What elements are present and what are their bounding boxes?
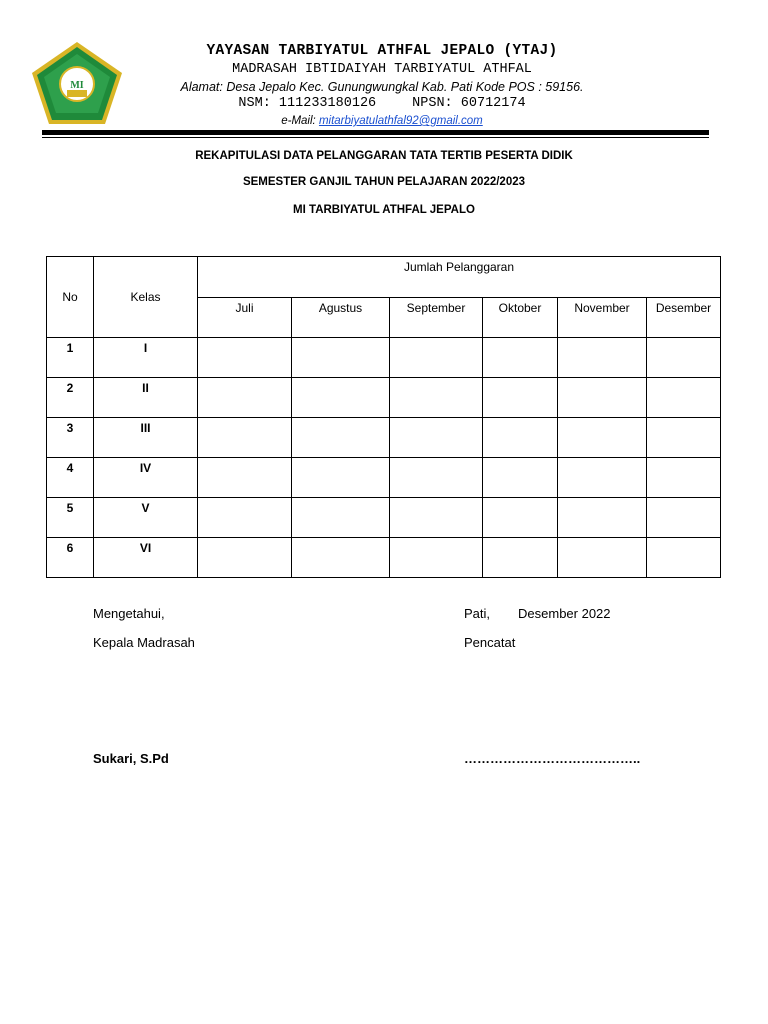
cell-november[interactable]: [558, 418, 647, 458]
signature-recorder-title: Pencatat: [464, 635, 516, 650]
npsn-number: NPSN: 60712174: [412, 96, 526, 111]
row-no: 4: [47, 458, 94, 498]
doc-title-line2: SEMESTER GANJIL TAHUN PELAJARAN 2022/2023: [242, 176, 526, 188]
header-no: No: [47, 257, 94, 338]
table-row: [47, 418, 721, 458]
signature-principal-title: Kepala Madrasah: [93, 635, 195, 650]
table-row: [47, 338, 721, 378]
cell-desember[interactable]: [647, 378, 721, 418]
logo-initials: MI: [70, 80, 84, 91]
header-rule-thin: [42, 137, 709, 138]
row-no: 3: [47, 418, 94, 458]
cell-desember[interactable]: [647, 538, 721, 578]
cell-juli[interactable]: [198, 458, 292, 498]
cell-september[interactable]: [390, 338, 483, 378]
email-label: e-Mail:: [281, 115, 316, 127]
row-no: 2: [47, 378, 94, 418]
row-no: 5: [47, 498, 94, 538]
cell-oktober[interactable]: [483, 378, 558, 418]
signature-recorder-name: …………………………………..: [464, 751, 641, 766]
signature-acknowledged: Mengetahui,: [93, 606, 165, 621]
row-no: 1: [47, 338, 94, 378]
signature-place-date: [464, 606, 611, 621]
cell-desember[interactable]: [647, 418, 721, 458]
header-month-juli: Juli: [198, 298, 292, 338]
row-kelas: IV: [94, 458, 198, 498]
table-row: [47, 378, 721, 418]
school-address: Alamat: Desa Jepalo Kec. Gunungwungkal Kab. Pati Kode POS : 59156.: [180, 80, 584, 94]
cell-oktober[interactable]: [483, 458, 558, 498]
table-row: [47, 498, 721, 538]
cell-juli[interactable]: [198, 498, 292, 538]
header-month-september: September: [390, 298, 483, 338]
header-month-agustus: Agustus: [292, 298, 390, 338]
nsm-number: NSM: 111233180126: [238, 96, 377, 111]
school-name: MADRASAH IBTIDAIYAH TARBIYATUL ATHFAL: [232, 62, 532, 77]
cell-juli[interactable]: [198, 378, 292, 418]
cell-september[interactable]: [390, 418, 483, 458]
cell-november[interactable]: [558, 538, 647, 578]
row-no: 6: [47, 538, 94, 578]
school-logo-icon: [30, 40, 124, 126]
email-link[interactable]: mitarbiyatulathfal92@gmail.com: [318, 115, 483, 127]
cell-oktober[interactable]: [483, 338, 558, 378]
cell-september[interactable]: [390, 538, 483, 578]
cell-oktober[interactable]: [483, 418, 558, 458]
school-ids: [150, 96, 614, 111]
row-kelas: II: [94, 378, 198, 418]
cell-september[interactable]: [390, 378, 483, 418]
cell-november[interactable]: [558, 338, 647, 378]
header-jumlah-pelanggaran: Jumlah Pelanggaran: [198, 257, 721, 298]
cell-oktober[interactable]: [483, 538, 558, 578]
row-kelas: VI: [94, 538, 198, 578]
cell-juli[interactable]: [198, 418, 292, 458]
cell-november[interactable]: [558, 498, 647, 538]
cell-september[interactable]: [390, 498, 483, 538]
cell-september[interactable]: [390, 458, 483, 498]
table-row: [47, 458, 721, 498]
row-kelas: I: [94, 338, 198, 378]
school-email-line: [150, 115, 614, 127]
doc-title-line3: MI TARBIYATUL ATHFAL JEPALO: [293, 204, 475, 216]
cell-desember[interactable]: [647, 338, 721, 378]
cell-juli[interactable]: [198, 538, 292, 578]
table-row: [47, 538, 721, 578]
cell-agustus[interactable]: [292, 538, 390, 578]
cell-oktober[interactable]: [483, 498, 558, 538]
cell-juli[interactable]: [198, 338, 292, 378]
header-month-november: November: [558, 298, 647, 338]
foundation-name: YAYASAN TARBIYATUL ATHFAL JEPALO (YTAJ): [206, 43, 558, 59]
cell-desember[interactable]: [647, 498, 721, 538]
header-month-oktober: Oktober: [483, 298, 558, 338]
cell-agustus[interactable]: [292, 378, 390, 418]
doc-title-line1: REKAPITULASI DATA PELANGGARAN TATA TERTIB PESERTA DIDIK: [195, 150, 573, 162]
violation-table: [46, 256, 721, 578]
cell-agustus[interactable]: [292, 418, 390, 458]
header-kelas: Kelas: [94, 257, 198, 338]
signature-place: Pati,: [464, 606, 491, 621]
signature-date: Desember 2022: [518, 606, 611, 621]
row-kelas: III: [94, 418, 198, 458]
cell-agustus[interactable]: [292, 498, 390, 538]
row-kelas: V: [94, 498, 198, 538]
header-month-desember: Desember: [647, 298, 721, 338]
cell-agustus[interactable]: [292, 458, 390, 498]
cell-november[interactable]: [558, 458, 647, 498]
header-rule-thick: [42, 130, 709, 135]
cell-november[interactable]: [558, 378, 647, 418]
cell-agustus[interactable]: [292, 338, 390, 378]
signature-principal-name: Sukari, S.Pd: [93, 751, 169, 766]
cell-desember[interactable]: [647, 458, 721, 498]
